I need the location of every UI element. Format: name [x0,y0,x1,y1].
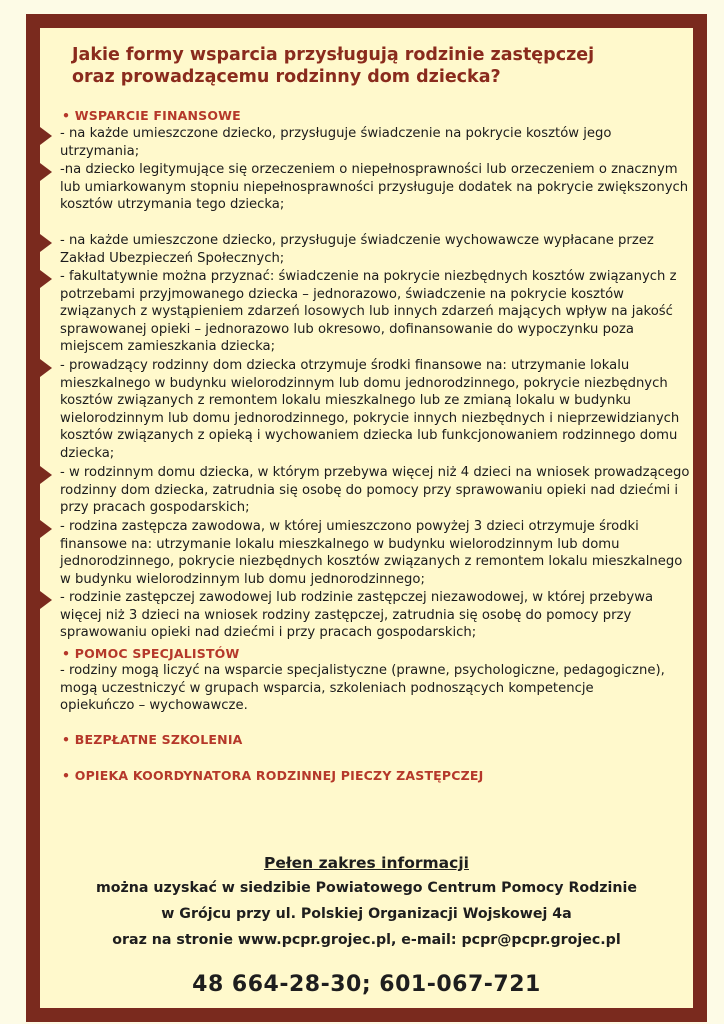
arrow-bullet-icon [40,270,52,288]
title-line-2: oraz prowadzącemu rodzinny dom dziecka? [72,67,501,87]
phone-numbers: 48 664-28-30; 601-067-721 [192,972,541,997]
section-free-trainings: • BEZPŁATNE SZKOLENIA [62,732,243,747]
section-coordinator-care: • OPIEKA KOORDYNATORA RODZINNEJ PIECZY ZASTĘPCZEJ [62,768,484,783]
list-item: - prowadzący rodzinny dom dziecka otrzymuje środki finansowe na: utrzymanie lokalu mieszkalnego w budynku wielorodzinnym lub domu jednorodzinnego, pokrycie niezbędnych kosztów związanych z remontem lokalu mieszkalnego lub ze zmianą lokalu w budynku wielorodzinnym lub domu jednorodzinnego, pokrycie innych niezbędnych i nieprzewidzianych kosztów związanych z opieką i wychowaniem dziecka lub funkcjonowaniem rodzinnego domu dziecka; [60,357,690,464]
list-item: - na każde umieszczone dziecko, przysługuje świadczenie na pokrycie kosztów jego utrzymania; [60,125,690,161]
arrow-bullet-icon [40,234,52,252]
footer-line-1: można uzyskać w siedzibie Powiatowego Centrum Pomocy Rodzinie [96,880,637,896]
page-title [72,44,672,88]
footer-line-2: w Grójcu przy ul. Polskiej Organizacji Wojskowej 4a [161,906,572,922]
arrow-bullet-icon [40,127,52,145]
specialists-text: - rodziny mogą liczyć na wsparcie specjalistyczne (prawne, psychologiczne, pedagogiczne), mogą uczestniczyć w grupach wsparcia, szkoleniach podnoszących kompetencje opiekuńczo – wychowawcze. [60,663,665,714]
financial-items-list [60,125,690,643]
section-financial-support: • WSPARCIE FINANSOWE [62,108,241,123]
footer-title: Pełen zakres informacji [264,854,469,872]
list-item: - fakultatywnie można przyznać: świadczenie na pokrycie niezbędnych kosztów związanych z potrzebami przyjmowanego dziecka – jednorazowo, świadczenie na pokrycie kosztów związanych z wystąpieniem zdarzeń losowych lub innych zdarzeń mających wpływ na jakość sprawowanej opieki – jednorazowo lub okresowo, dofinansowanie do wypoczynku poza miejscem zamieszkania dziecka; [60,268,690,357]
page-frame [26,14,707,1022]
footer-contact-line: oraz na stronie www.pcpr.grojec.pl, e-mail: pcpr@pcpr.grojec.pl [112,932,621,948]
list-item: -na dziecko legitymujące się orzeczeniem o niepełnosprawności lub orzeczeniem o znacznym lub umiarkowanym stopniu niepełnosprawności przysługuje dodatek na pokrycie zwiększonych kosztów utrzymania tego dziecka; [60,161,690,232]
arrow-bullet-icon [40,466,52,484]
list-item: - na każde umieszczone dziecko, przysługuje świadczenie wychowawcze wypłacane przez Zakład Ubezpieczeń Społecznych; [60,232,690,268]
title-line-1: Jakie formy wsparcia przysługują rodzinie zastępczej [72,45,595,65]
arrow-bullet-icon [40,591,52,609]
list-item: - rodzina zastępcza zawodowa, w której umieszczono powyżej 3 dzieci otrzymuje środki finansowe na: utrzymanie lokalu mieszkalnego w budynku wielorodzinnym lub domu jednorodzinnego, pokrycie niezbędnych kosztów związanych z remontem lokalu mieszkalnego w budynku wielorodzinnym lub domu jednorodzinnego; [60,518,690,589]
list-item: - w rodzinnym domu dziecka, w którym przebywa więcej niż 4 dzieci na wniosek prowadzącego rodzinny dom dziecka, zatrudnia się osobę do pomocy przy sprawowaniu opieki nad dziećmi i przy pracach gospodarskich; [60,464,690,518]
arrow-bullet-icon [40,163,52,181]
list-item: - rodzinie zastępczej zawodowej lub rodzinie zastępczej niezawodowej, w której przebywa więcej niż 3 dzieci na wniosek rodziny zastępczej, zatrudnia się osobę do pomocy przy sprawowaniu opieki nad dziećmi i przy pracach gospodarskich; [60,589,690,643]
section-specialist-help: • POMOC SPECJALISTÓW [62,646,240,661]
arrow-bullet-icon [40,359,52,377]
arrow-bullet-icon [40,520,52,538]
